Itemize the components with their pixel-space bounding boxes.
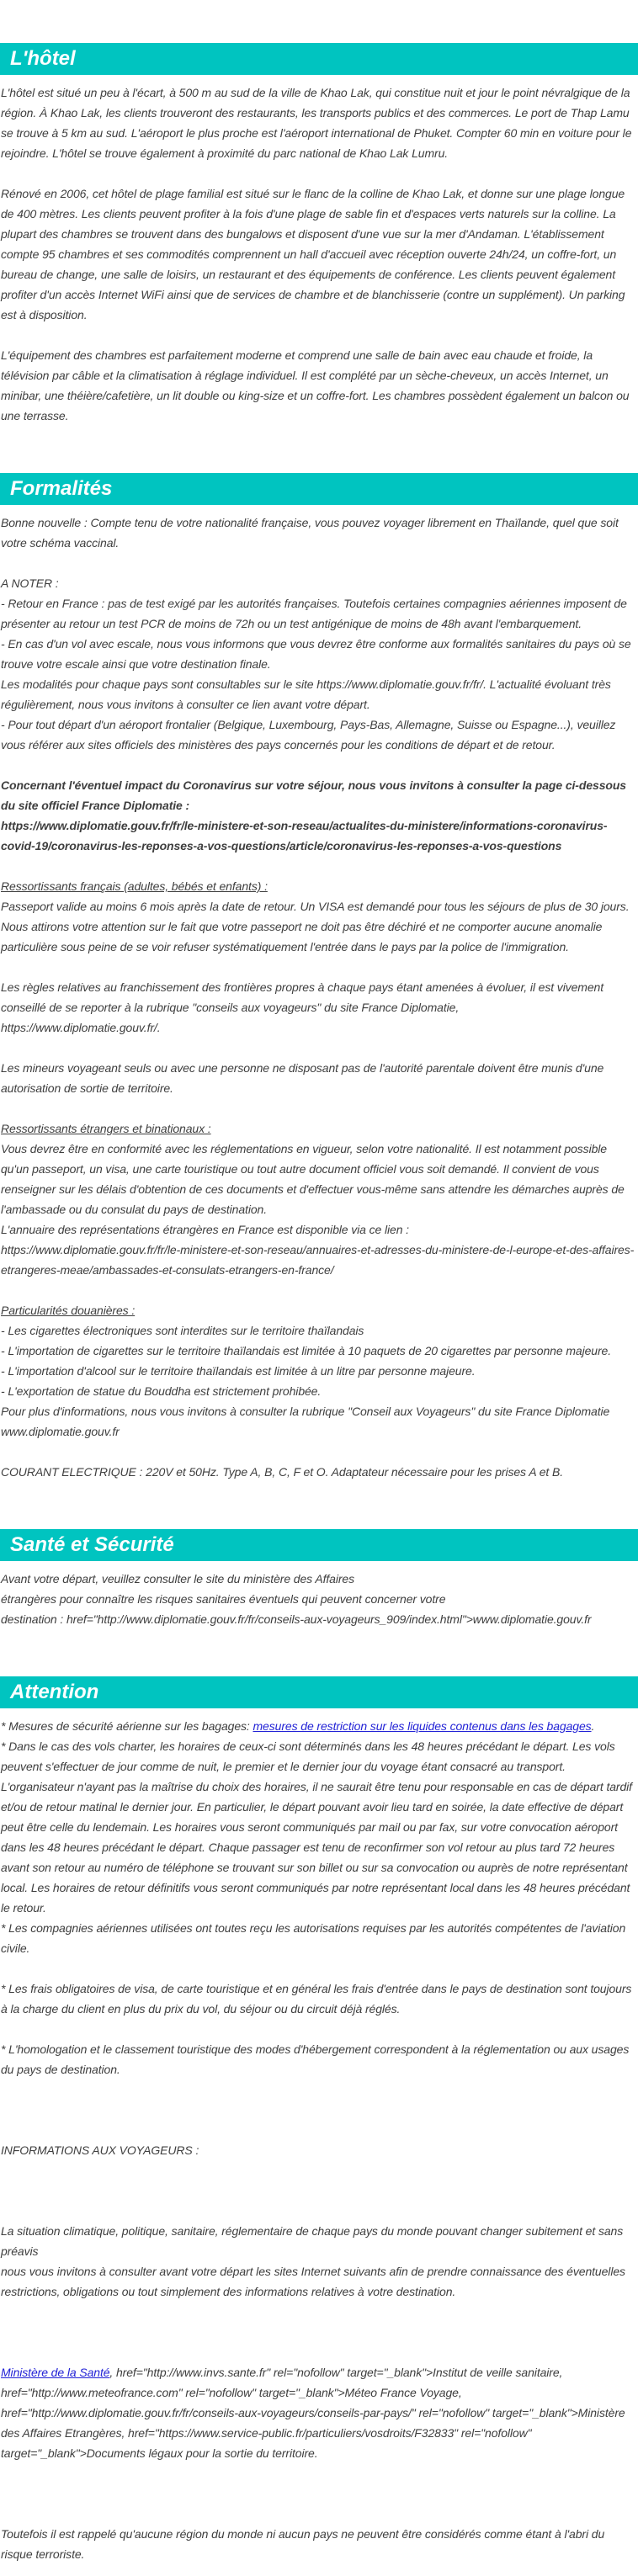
- text-run: Vous devrez être en conformité avec les réglementations en vigueur, selon votre nationalité. Il est notamment possible qu'un passeport, un visa, une carte touristique ou tout autre document officiel vous soit demandé. Il convient de vous renseigner sur les délais d'obtention de ces documents et d'effectuer vous-même sans attendre les démarches auprès de l'ambassade ou du consulat du pays de destination.: [1, 1142, 625, 1216]
- text-run: * Mesures de sécurité aérienne sur les bagages:: [1, 1719, 253, 1733]
- section-hotel: [0, 43, 638, 426]
- paragraph: [1, 2524, 635, 2564]
- text-run: Rénové en 2006, cet hôtel de plage familial est situé sur le flanc de la colline de Khao Lak, et donne sur une plage longue de 400 mètres. Les clients peuvent profiter à la fois d'une plage de sable fin et d'espaces verts naturels sur la colline. La plupart des chambres se trouvent dans des bungalows et disposent d'une vue sur la mer d'Andaman. L'établissement compte 95 chambres et ses commodités comprennent un hall d'accueil avec réception ouverte 24h/24, un coffre-fort, un bureau de change, une salle de loisirs, un restaurant et des équipements de conférence. Les clients peuvent également profiter d'un accès Internet WiFi ainsi que de services de chambre et de blanchisserie (contre un supplément). Un parking est à disposition.: [1, 187, 625, 321]
- text-run: étrangères pour connaître les risques sanitaires éventuels qui peuvent concerner votre: [1, 1592, 446, 1606]
- paragraph: [1, 183, 635, 325]
- section-sante-securite: [0, 1529, 638, 1629]
- paragraph: [1, 573, 635, 755]
- text-run: * Les compagnies aériennes utilisées ont toutes reçu les autorisations requises par les autorités compétentes de l'aviation civile.: [1, 1921, 626, 1955]
- text-run: Concernant l'éventuel impact du Coronavirus sur votre séjour, nous vous invitons à consulter la page ci-dessous du site officiel France Diplomatie :: [1, 778, 626, 812]
- text-run: L'équipement des chambres est parfaitement moderne et comprend une salle de bain avec eau chaude et froide, la télévision par câble et la climatisation à réglage individuel. Il est complété par un sèche-cheveux, un accès Internet, un minibar, une théière/cafetière, un lit double ou king-size et un coffre-fort. Les chambres possèdent également un balcon ou une terrasse.: [1, 348, 630, 422]
- text-run: - L'importation de cigarettes sur le territoire thaïlandais est limitée à 10 paquets de 20 cigarettes par personne majeure.: [1, 1344, 611, 1357]
- text-run: nous vous invitons à consulter avant votre départ les sites Internet suivants afin de prendre connaissance des éventuelles restrictions, obligations ou tout simplement des informations relatives à votre destination.: [1, 2265, 625, 2298]
- paragraph: [1, 775, 635, 856]
- text-run: La situation climatique, politique, sanitaire, réglementaire de chaque pays du monde pouvant changer subitement et sans préavis: [1, 2224, 624, 2258]
- text-run: Passeport valide au moins 6 mois après la date de retour. Un VISA est demandé pour tous les séjours de plus de 30 jours. Nous attirons votre attention sur le fait que votre passeport ne doit pas être déchiré et ne comporter aucune anomalie particulière sous peine de se voir refuser systématiquement l'entrée dans le pays par la police de l'immigration.: [1, 900, 630, 953]
- paragraph: [1, 1300, 635, 1442]
- section-title: Formalités: [10, 477, 113, 500]
- paragraph: [1, 82, 635, 163]
- section-content: [0, 1561, 638, 1629]
- text-run: Pour plus d'informations, nous vous invitons à consulter la rubrique "Conseil aux Voyageurs" du site France Diplomatie www.diplomatie.gouv.fr: [1, 1405, 610, 1438]
- section-content: [0, 1708, 638, 2564]
- section-content: [0, 75, 638, 426]
- text-run: * Les frais obligatoires de visa, de carte touristique et en général les frais d'entrée dans le pays de destination sont toujours à la charge du client en plus du prix du vol, du séjour ou du circuit déjà réglés.: [1, 1982, 632, 2016]
- paragraph: [1, 876, 635, 957]
- text-run: Les mineurs voyageant seuls ou avec une personne ne disposant pas de l'autorité parentale doivent être munis d'une autorisation de sortie de territoire.: [1, 1061, 604, 1095]
- text-run: INFORMATIONS AUX VOYAGEURS :: [1, 2143, 199, 2157]
- text-run: https://www.diplomatie.gouv.fr/.: [1, 1021, 161, 1034]
- paragraph: [1, 345, 635, 426]
- paragraph: [1, 2039, 635, 2079]
- ministere-sante-link[interactable]: Ministère de la Santé: [1, 2366, 110, 2379]
- text-run: L'hôtel est situé un peu à l'écart, à 500 m au sud de la ville de Khao Lak, qui constitue nuit et jour le point névralgique de la région. À Khao Lak, les clients trouveront des restaurants, les transports publics et des commerces. Le port de Thap Lamu se trouve à 5 km au sud. L'aéroport le plus proche est l'aéroport international de Phuket. Compter 60 min en voiture pour le rejoindre. L'hôtel se trouve également à proximité du parc national de Khao Lak Lumru.: [1, 86, 632, 160]
- text-run: .: [591, 1719, 595, 1733]
- paragraph: [1, 2140, 635, 2160]
- section-title: Santé et Sécurité: [10, 1533, 174, 1556]
- paragraph: [1, 2221, 635, 2302]
- subheading: Ressortissants étrangers et binationaux :: [1, 1122, 211, 1135]
- subheading: Ressortissants français (adultes, bébés et enfants) :: [1, 879, 268, 893]
- subheading: Particularités douanières :: [1, 1304, 136, 1317]
- text-run: - Les cigarettes électroniques sont interdites sur le territoire thaïlandais: [1, 1324, 364, 1337]
- section-title: L'hôtel: [10, 47, 76, 70]
- section-content: [0, 505, 638, 1482]
- paragraph: [1, 1716, 635, 1958]
- text-run: , href="http://www.invs.sante.fr" rel="nofollow" target="_blank">Institut de veille sanitaire, href="http://www.meteofrance.com" rel="nofollow" target="_blank">Méteo France Voyage, href="http://www.diplomatie.gouv.fr/fr/conseils-aux-voyageurs/conseils-par-pays/" rel="nofollow" target="_blank">Ministère des Affaires Etrangères, href="https://www.service-public.fr/particuliers/vosdroits/F32833" rel="nofollow" target="_blank">Documents légaux pour la sortie du territoire.: [1, 2366, 625, 2460]
- text-run: Avant votre départ, veuillez consulter le site du ministère des Affaires: [1, 1572, 355, 1585]
- text-run: Toutefois il est rappelé qu'aucune région du monde ni aucun pays ne peuvent être considérés comme étant à l'abri du risque terroriste.: [1, 2527, 605, 2561]
- paragraph: [1, 1058, 635, 1098]
- text-run: - En cas d'un vol avec escale, nous vous informons que vous devrez être conforme aux formalités sanitaires du pays où se trouve votre escale ainsi que votre destination finale.: [1, 637, 631, 671]
- text-run: https://www.diplomatie.gouv.fr/fr/le-ministere-et-son-reseau/actualites-du-ministere/informations-coronavirus-covid-19/coronavirus-les-reponses-a-vos-questions/article/coronavirus-les-reponses-a-vos-questions: [1, 819, 608, 852]
- text-run: - Pour tout départ d'un aéroport frontalier (Belgique, Luxembourg, Pays-Bas, Allemagne, Suisse ou Espagne...), veuillez vous référer aux sites officiels des ministères des pays concernés pour les conditions de départ et de retour.: [1, 718, 616, 752]
- text-run: Les règles relatives au franchissement des frontières propres à chaque pays étant amenées à évoluer, il est vivement conseillé de se reporter à la rubrique "conseils aux voyageurs" du site France Diplomatie,: [1, 980, 604, 1014]
- text-run: - L'exportation de statue du Bouddha est strictement prohibée.: [1, 1384, 322, 1398]
- paragraph: [1, 1569, 635, 1629]
- section-formalites: [0, 473, 638, 1482]
- text-run: - Retour en France : pas de test exigé par les autorités françaises. Toutefois certaines compagnies aériennes imposent de présenter au retour un test PCR de moins de 72h ou un test antigénique de moins de 48h avant l'embarquement.: [1, 597, 627, 630]
- text-run: - L'importation d'alcool sur le territoire thaïlandais est limitée à un litre par personne majeure.: [1, 1364, 476, 1378]
- text-run: Les modalités pour chaque pays sont consultables sur le site https://www.diplomatie.gouv.fr/fr/. L'actualité évoluant très régulièrement, nous vous invitons à consulter ce lien avant votre départ.: [1, 677, 611, 711]
- text-run: * Dans le cas des vols charter, les horaires de ceux-ci sont déterminés dans les 48 heures précédant le départ. Les vols peuvent s'effectuer de jour comme de nuit, le premier et le dernier jour du voyage étant consacré au transport. L'organisateur n'ayant pas la maîtrise du choix des horaires, il ne saurait être tenu pour responsable en cas de départ tardif et/ou de retour matinal le dernier jour. En particulier, le départ pouvant avoir lieu tard en soirée, la date effective de départ peut être celle du lendemain. Les horaires vous seront communiqués par mail ou par fax, sur votre convocation aéroport dans les 48 heures précédant le départ. Chaque passager est tenu de reconfirmer son vol retour au plus tard 72 heures avant son retour au numéro de téléphone se trouvant sur son billet ou sur sa convocation ou auprès de notre représentant local. Les horaires de retour définitifs vous seront communiqués par notre représentant local dans les 48 heures précédant le retour.: [1, 1739, 632, 1915]
- section-attention: [0, 1676, 638, 2564]
- paragraph: [1, 977, 635, 1038]
- paragraph: [1, 1118, 635, 1280]
- liquides-restriction-link[interactable]: mesures de restriction sur les liquides contenus dans les bagages: [253, 1719, 592, 1733]
- paragraph: [1, 1978, 635, 2019]
- text-run: * L'homologation et le classement touristique des modes d'hébergement correspondent à la réglementation ou aux usages du pays de destination.: [1, 2042, 630, 2076]
- paragraph: [1, 513, 635, 553]
- paragraph: [1, 2362, 635, 2463]
- section-header-band: [0, 43, 638, 75]
- section-header-band: [0, 1529, 638, 1561]
- text-run: Bonne nouvelle : Compte tenu de votre nationalité française, vous pouvez voyager librement en Thaïlande, quel que soit votre schéma vaccinal.: [1, 516, 619, 550]
- text-run: COURANT ELECTRIQUE : 220V et 50Hz. Type A, B, C, F et O. Adaptateur nécessaire pour les prises A et B.: [1, 1465, 564, 1479]
- paragraph: [1, 1462, 635, 1482]
- text-run: destination : href="http://www.diplomatie.gouv.fr/fr/conseils-aux-voyageurs_909/index.html">www.diplomatie.gouv.fr: [1, 1612, 592, 1626]
- section-title: Attention: [10, 1681, 99, 1703]
- text-run: A NOTER :: [1, 576, 59, 590]
- text-run: https://www.diplomatie.gouv.fr/fr/le-ministere-et-son-reseau/annuaires-et-adresses-du-ministere-de-l-europe-et-des-affaires-etrangeres-meae/ambassades-et-consulats-etrangers-en-france/: [1, 1243, 635, 1277]
- text-run: L'annuaire des représentations étrangères en France est disponible via ce lien :: [1, 1223, 409, 1236]
- section-header-band: [0, 1676, 638, 1708]
- section-header-band: [0, 473, 638, 505]
